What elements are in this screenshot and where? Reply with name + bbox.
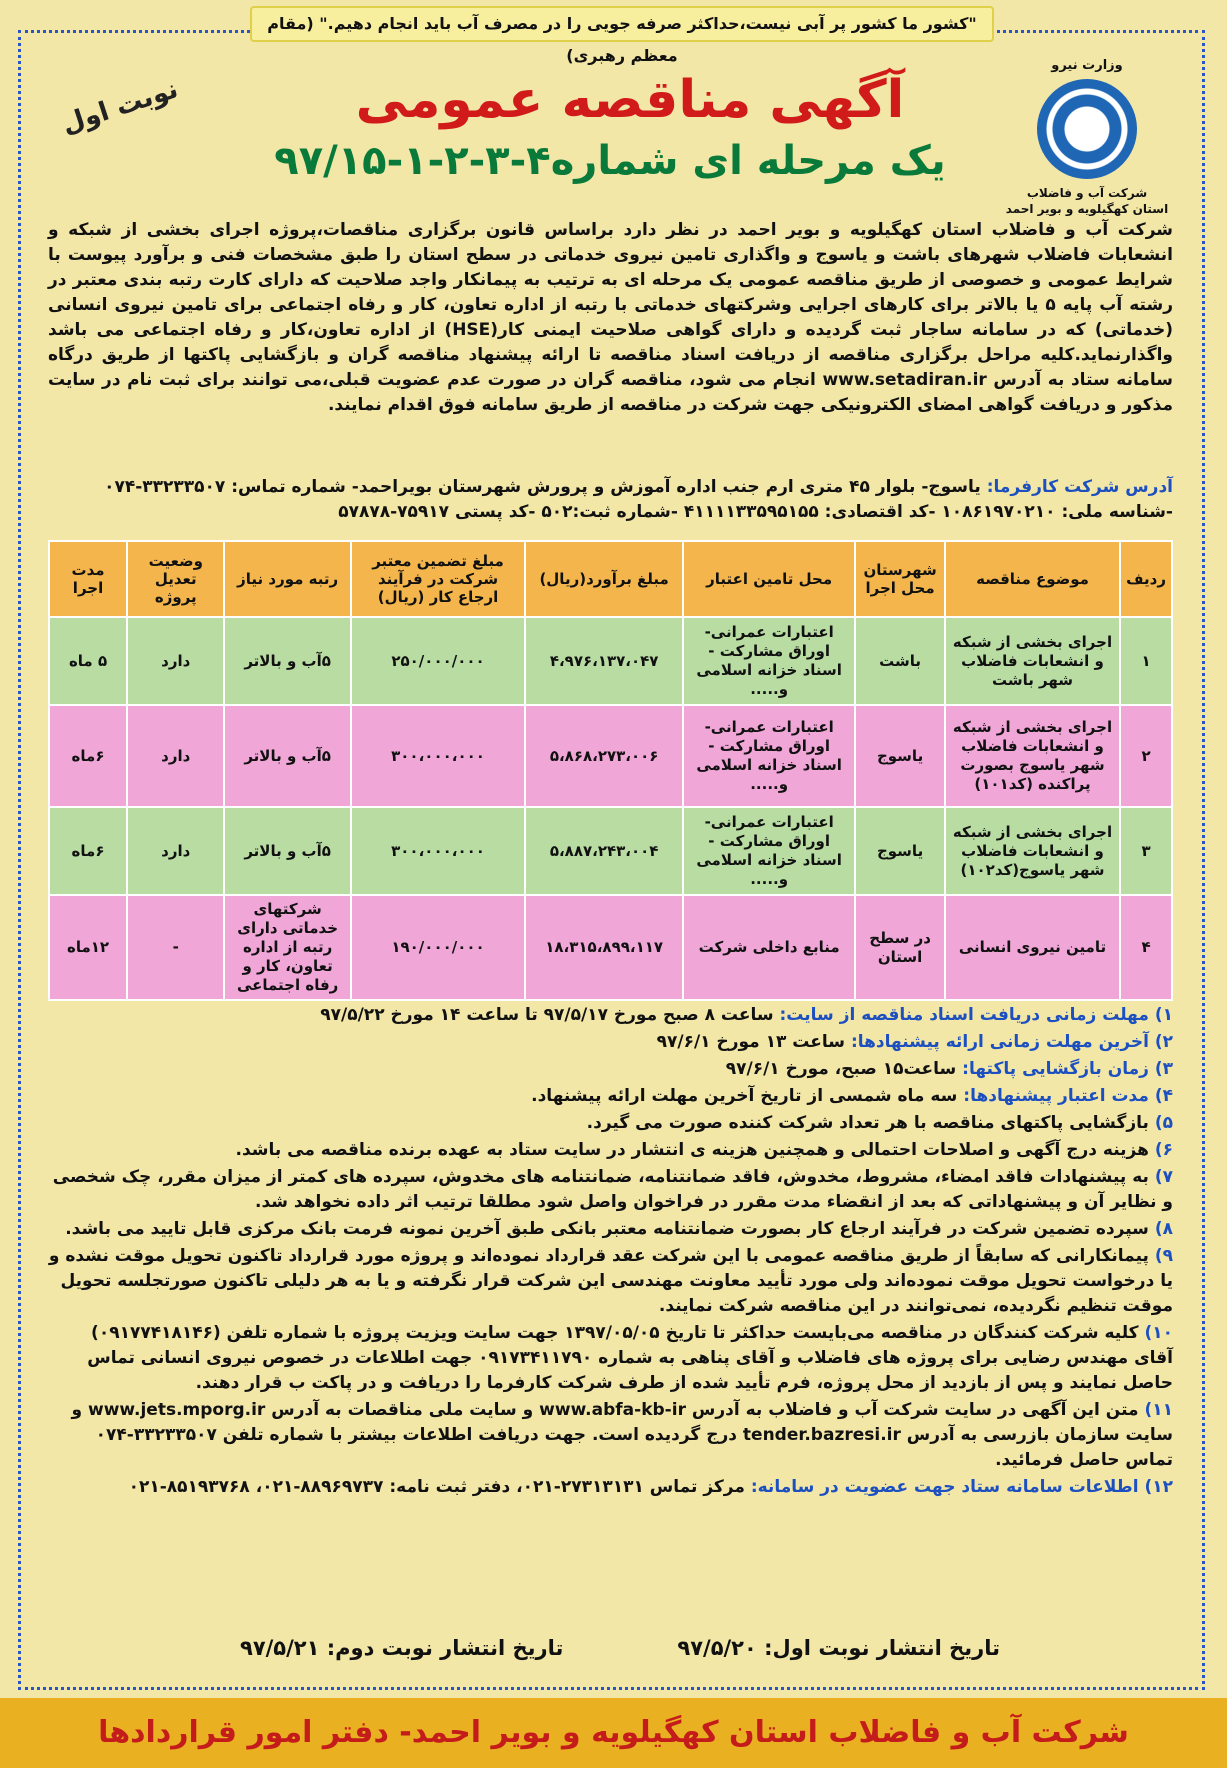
conditions-list <box>48 1003 1173 1502</box>
th-funding: محل تامین اعتبار <box>683 541 855 617</box>
cell-duration: ۵ ماه <box>49 617 127 705</box>
condition-text: ساعت ۸ صبح مورخ ۹۷/۵/۱۷ تا ساعت ۱۴ مورخ ۹۷/۵/۲۲ <box>320 1005 780 1025</box>
cell-city: یاسوج <box>855 807 945 895</box>
condition-text: پیمانکارانی که سابقاً از طریق مناقصه عمومی با این شرکت عقد قرارداد نموده‌اند و پروژه مورد قرارداد تاکنون تحویل موقت نشده و یا درخواست تحویل موقت نموده‌اند ولی مورد تأیید معاونت مهندسی این شرکت قرار نگرفته و یا به هر دلیلی تاکنون صورتجلسه تحویل موقت تنظیم نگردیده، نمی‌توانند در این مناقصه شرکت نمایند. <box>48 1246 1173 1316</box>
condition-number: ۴) <box>1154 1086 1173 1106</box>
cell-rank: ۵آب و بالاتر <box>224 705 350 807</box>
condition-label: اطلاعات سامانه ستاد جهت عضویت در سامانه: <box>750 1477 1139 1497</box>
cell-estimate: ۱۸،۳۱۵،۸۹۹،۱۱۷ <box>525 895 683 1000</box>
condition-number: ۱۱) <box>1144 1400 1173 1420</box>
condition-number: ۹) <box>1154 1246 1173 1266</box>
condition-item <box>48 1111 1173 1136</box>
cell-rank: ۵آب و بالاتر <box>224 807 350 895</box>
condition-item <box>48 1244 1173 1319</box>
cell-rank: ۵آب و بالاتر <box>224 617 350 705</box>
condition-number: ۱۲) <box>1144 1477 1173 1497</box>
th-subject: موضوع مناقصه <box>945 541 1120 617</box>
cell-rank: شرکتهای خدماتی دارای رتبه از اداره تعاون، کار و رفاه اجتماعی <box>224 895 350 1000</box>
cell-index: ۱ <box>1120 617 1172 705</box>
cell-guarantee: ۳۰۰،۰۰۰،۰۰۰ <box>351 807 526 895</box>
th-rank: رتبه مورد نیاز <box>224 541 350 617</box>
condition-number: ۱) <box>1154 1005 1173 1025</box>
cell-adjustment: دارد <box>127 807 224 895</box>
page-title: آگهی مناقصه عمومی <box>355 70 905 130</box>
address-text: یاسوج- بلوار ۴۵ متری ارم جنب اداره آموزش و پرورش شهرستان بویراحمد- شماره تماس: ۳۳۲۳۳۵۰۷-۰۷۴ <box>104 477 981 497</box>
th-duration: مدت اجرا <box>49 541 127 617</box>
publication-dates <box>240 1636 1000 1660</box>
tender-number: یک مرحله ای شماره۴-۳-۲-۱-۹۷/۱۵ <box>274 138 946 184</box>
condition-label: زمان بازگشایی پاکتها: <box>962 1059 1149 1079</box>
table-row <box>49 705 1172 807</box>
condition-label: مدت اعتبار پیشنهادها: <box>963 1086 1149 1106</box>
company-line-2: استان کهگیلویه و بویر احمد <box>1005 202 1169 216</box>
condition-label: مهلت زمانی دریافت اسناد مناقصه از سایت: <box>779 1005 1149 1025</box>
condition-text: کلیه شرکت کنندگان در مناقصه می‌بایست حداکثر تا تاریخ ۱۳۹۷/۰۵/۰۵ جهت سایت ویزیت پروژه با شماره تلفن (۰۹۱۷۷۴۱۸۱۴۶) آقای مهندس رضایی برای پروژه های فاضلاب و آقای پناهی به شماره ۰۹۱۷۳۴۱۱۷۹۰ جهت اطلاعات در خصوص نیروی انسانی تماس حاصل نمایند و پس از بازدید از محل پروژه، فرم تأیید شده از طرف شرکت کارفرما را دریافت و در پاکت ب قرار دهند. <box>87 1323 1173 1393</box>
cell-adjustment: دارد <box>127 617 224 705</box>
cell-funding: اعتبارات عمرانی- اوراق مشارکت - اسناد خزانه اسلامی و..... <box>683 807 855 895</box>
th-estimate: مبلغ برآورد(ریال) <box>525 541 683 617</box>
th-adjustment: وضعیت تعدیل پروژه <box>127 541 224 617</box>
address-block <box>48 475 1173 525</box>
condition-item <box>48 1084 1173 1109</box>
condition-text: متن این آگهی در سایت شرکت آب و فاضلاب به آدرس www.abfa-kb-ir و سایت ملی مناقصات به آدرس www.jets.mporg.ir و سایت سازمان بازرسی به آدرس tender.bazresi.ir درج گردیده است. جهت دریافت اطلاعات بیشتر با شماره تلفن ۳۳۲۳۳۵۰۷-۰۷۴ تماس حاصل فرمائید. <box>71 1400 1173 1470</box>
condition-text: مرکز تماس ۲۷۳۱۳۱۳۱-۰۲۱، دفتر ثبت نامه: ۸۸۹۶۹۷۳۷-۰۲۱، ۸۵۱۹۳۷۶۸-۰۲۱ <box>128 1477 751 1497</box>
condition-item <box>48 1057 1173 1082</box>
condition-number: ۵) <box>1154 1113 1173 1133</box>
water-logo-icon <box>1037 79 1137 179</box>
cell-index: ۴ <box>1120 895 1172 1000</box>
condition-number: ۱۰) <box>1144 1323 1173 1343</box>
cell-duration: ۶ماه <box>49 705 127 807</box>
ministry-label: وزارت نیرو <box>1051 58 1123 73</box>
company-ids: -شناسه ملی: ۱۰۸۶۱۹۷۰۲۱۰ -کد اقتصادی: ۴۱۱۱۱۳۳۵۹۵۱۵۵ -شماره ثبت:۵۰۲ -کد پستی ۷۵۹۱۷-۵۷۸۷۸ <box>338 502 1173 522</box>
cell-adjustment: - <box>127 895 224 1000</box>
th-index: ردیف <box>1120 541 1172 617</box>
cell-adjustment: دارد <box>127 705 224 807</box>
address-line <box>48 475 1173 500</box>
condition-number: ۳) <box>1154 1059 1173 1079</box>
cell-guarantee: ۳۰۰،۰۰۰،۰۰۰ <box>351 705 526 807</box>
condition-number: ۷) <box>1154 1167 1173 1187</box>
pub-date-second: تاریخ انتشار نوبت دوم: ۹۷/۵/۲۱ <box>240 1636 564 1660</box>
th-guarantee: مبلغ تضمین معتبر شرکت در فرآیند ارجاع کار (ریال) <box>351 541 526 617</box>
cell-city: در سطح استان <box>855 895 945 1000</box>
cell-estimate: ۴،۹۷۶،۱۳۷،۰۴۷ <box>525 617 683 705</box>
table-row <box>49 895 1172 1000</box>
cell-subject: تامین نیروی انسانی <box>945 895 1120 1000</box>
condition-text: هزینه درج آگهی و اصلاحات احتمالی و همچنین هزینه ی انتشار در سایت ستاد به عهده برنده مناقصه می باشد. <box>235 1140 1149 1160</box>
condition-item <box>48 1398 1173 1473</box>
condition-number: ۶) <box>1154 1140 1173 1160</box>
condition-text: سپرده تضمین شرکت در فرآیند ارجاع کار بصورت ضمانتنامه معتبر بانکی طبق آخرین نمونه فرمت بانک مرکزی قابل تایید می باشد. <box>65 1219 1149 1239</box>
cell-funding: منابع داخلی شرکت <box>683 895 855 1000</box>
condition-item <box>48 1475 1173 1500</box>
condition-number: ۸) <box>1154 1219 1173 1239</box>
condition-text: ساعت۱۵ صبح، مورخ ۹۷/۶/۱ <box>725 1059 963 1079</box>
condition-item <box>48 1138 1173 1163</box>
condition-text: بازگشایی پاکتهای مناقصه با هر تعداد شرکت کننده صورت می گیرد. <box>586 1113 1149 1133</box>
th-city: شهرستان محل اجرا <box>855 541 945 617</box>
condition-item <box>48 1217 1173 1242</box>
cell-funding: اعتبارات عمرانی- اوراق مشارکت - اسناد خزانه اسلامی و..... <box>683 617 855 705</box>
cell-estimate: ۵،۸۸۷،۲۴۳،۰۰۴ <box>525 807 683 895</box>
table-row <box>49 807 1172 895</box>
footer-banner: شرکت آب و فاضلاب استان کهگیلویه و بویر احمد- دفتر امور قراردادها <box>0 1698 1227 1768</box>
cell-guarantee: ۲۵۰/۰۰۰/۰۰۰ <box>351 617 526 705</box>
condition-item <box>48 1003 1173 1028</box>
condition-item <box>48 1321 1173 1396</box>
company-line-1: شرکت آب و فاضلاب <box>1026 186 1148 200</box>
tender-table <box>48 540 1173 1001</box>
intro-paragraph: شرکت آب و فاضلاب استان کهگیلویه و بویر احمد در نظر دارد براساس قانون برگزاری مناقصات،پروژه اجرای بخشی از شبکه و انشعابات فاضلاب شهرهای باشت و یاسوج و واگذاری تامین نیروی خدماتی در سطح استان را طبق مشخصات فنی و برآورد پیوست با شرایط عمومی و خصوصی از طریق مناقصه عمومی یک مرحله ای به ترتیب به پیمانکار واجد صلاحیت که دارای کارت رتبه بندی معتبر در رشته آب پایه ۵ یا بالاتر برای کارهای اجرایی وشرکتهای خدماتی با رتبه از اداره تعاون، کار و رفاه اجتماعی برای تامین نیروی انسانی (خدماتی) که در سامانه ساجار ثبت گردیده و دارای گواهی صلاحیت ایمنی کار(HSE) از اداره تعاون،کار و رفاه اجتماعی می باشد واگذارنماید.کلیه مراحل برگزاری مناقصه از دریافت اسناد مناقصه تا ارائه پیشنهاد مناقصه گران و بازگشایی پاکتها از طریق درگاه سامانه ستاد به آدرس www.setadiran.ir انجام می شود، مناقصه گران در صورت عدم عضویت قبلی،می توانند برای ثبت نام در سایت مذکور و دریافت گواهی امضای الکترونیکی جهت شرکت در مناقصه از طریق سامانه فوق اقدام نمایند. <box>48 220 1173 415</box>
condition-number: ۲) <box>1154 1032 1173 1052</box>
cell-subject: اجرای بخشی از شبکه و انشعابات فاضلاب شهر باشت <box>945 617 1120 705</box>
cell-city: باشت <box>855 617 945 705</box>
publication-round: نوبت اول <box>58 74 182 140</box>
condition-text: سه ماه شمسی از تاریخ آخرین مهلت ارائه پیشنهاد. <box>531 1086 964 1106</box>
pub-date-first: تاریخ انتشار نوبت اول: ۹۷/۵/۲۰ <box>677 1636 1000 1660</box>
cell-estimate: ۵،۸۶۸،۲۷۳،۰۰۶ <box>525 705 683 807</box>
cell-subject: اجرای بخشی از شبکه و انشعابات فاضلاب شهر یاسوج(کد۱۰۲) <box>945 807 1120 895</box>
cell-duration: ۱۲ماه <box>49 895 127 1000</box>
leader-quote: "کشور ما کشور پر آبی نیست،حداکثر صرفه جویی را در مصرف آب باید انجام دهیم." (مقام معظم رهبری) <box>250 6 994 42</box>
cell-index: ۳ <box>1120 807 1172 895</box>
condition-text: به پیشنهادات فاقد امضاء، مشروط، مخدوش، فاقد ضمانتنامه، ضمانتنامه های مخدوش، سپرده های کمتر از میزان مقرر، چک شخصی و نظایر آن و پیشنهاداتی که بعد از انقضاء مدت مقرر در فراخوان واصل شود مطلقا ترتیب اثر داده نخواهد شد. <box>52 1167 1173 1212</box>
cell-duration: ۶ماه <box>49 807 127 895</box>
condition-item <box>48 1030 1173 1055</box>
cell-city: یاسوج <box>855 705 945 807</box>
condition-label: آخرین مهلت زمانی ارائه پیشنهادها: <box>850 1032 1149 1052</box>
condition-text: ساعت ۱۳ مورخ ۹۷/۶/۱ <box>656 1032 851 1052</box>
cell-guarantee: ۱۹۰/۰۰۰/۰۰۰ <box>351 895 526 1000</box>
table-header-row <box>49 541 1172 617</box>
table-row <box>49 617 1172 705</box>
cell-index: ۲ <box>1120 705 1172 807</box>
cell-subject: اجرای بخشی از شبکه و انشعابات فاضلاب شهر یاسوج بصورت پراکنده (کد۱۰۱) <box>945 705 1120 807</box>
company-logo <box>987 58 1187 217</box>
address-label: آدرس شرکت کارفرما: <box>986 477 1173 497</box>
cell-funding: اعتبارات عمرانی- اوراق مشارکت - اسناد خزانه اسلامی و..... <box>683 705 855 807</box>
condition-item <box>48 1165 1173 1215</box>
